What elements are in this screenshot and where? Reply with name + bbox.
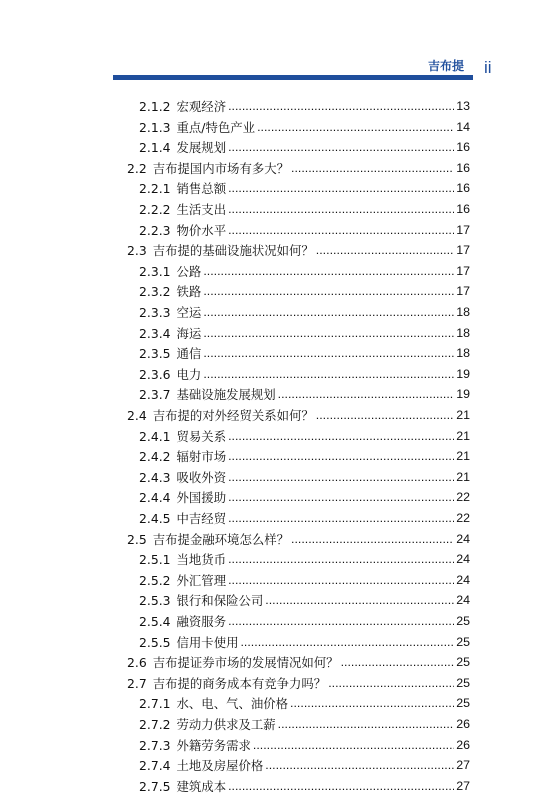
toc-entry[interactable] <box>127 403 470 423</box>
toc-entry[interactable] <box>139 115 470 135</box>
dot-leader <box>228 429 454 444</box>
toc-entry[interactable] <box>127 156 470 176</box>
toc-entry-title: 外国援助 <box>176 490 227 506</box>
dot-leader <box>278 717 455 732</box>
dot-leader <box>228 223 454 238</box>
toc-entry-page: 19 <box>456 366 470 381</box>
toc-entry-title: 吸收外资 <box>176 469 227 485</box>
dot-leader <box>341 655 455 670</box>
toc-entry-title: 通信 <box>176 346 202 362</box>
dot-leader <box>228 573 454 588</box>
toc-entry-page: 16 <box>456 181 470 196</box>
dot-leader <box>228 99 454 114</box>
toc-entry-title: 土地及房屋价格 <box>176 758 264 774</box>
toc-entry-page: 27 <box>456 778 470 793</box>
toc-entry-number: 2.1.4 <box>139 140 171 156</box>
toc-entry[interactable] <box>139 485 470 505</box>
toc-entry-page: 22 <box>456 511 470 525</box>
toc-entry-page: 24 <box>456 531 470 546</box>
toc-entry-page: 18 <box>456 305 470 319</box>
toc-entry-page: 25 <box>456 634 470 649</box>
dot-leader <box>328 676 454 691</box>
toc-entry-number: 2.7.1 <box>139 696 171 712</box>
toc-entry[interactable] <box>127 238 470 258</box>
toc-entry-page: 19 <box>456 387 470 402</box>
toc-entry[interactable] <box>127 527 470 547</box>
toc-entry-page: 17 <box>456 263 470 278</box>
toc-entry-number: 2.5.5 <box>139 634 171 650</box>
toc-entry-title: 电力 <box>176 366 202 382</box>
toc-entry[interactable] <box>139 94 470 114</box>
toc-entry-page: 25 <box>456 655 470 670</box>
toc-entry-number: 2.4.5 <box>139 511 171 526</box>
toc-entry-page: 16 <box>456 160 470 175</box>
toc-entry-page: 21 <box>456 449 470 464</box>
toc-entry[interactable] <box>139 733 470 753</box>
toc-entry-title: 吉布提的对外经贸关系如何？ <box>152 408 314 423</box>
toc-entry[interactable] <box>139 691 470 711</box>
toc-entry[interactable] <box>139 135 470 155</box>
toc-entry-page: 21 <box>456 408 470 422</box>
toc-entry-page: 17 <box>456 243 470 258</box>
toc-entry-page: 26 <box>456 737 470 752</box>
toc-entry-number: 2.5.4 <box>139 614 171 629</box>
toc-entry-number: 2.3 <box>127 243 147 259</box>
dot-leader <box>290 696 454 711</box>
toc-entry-number: 2.3.1 <box>139 263 171 279</box>
toc-entry-title: 海运 <box>176 325 202 341</box>
toc-entry-number: 2.5.2 <box>139 572 171 588</box>
toc-entry-number: 2.4 <box>127 408 147 423</box>
toc-entry-number: 2.7.5 <box>139 778 171 794</box>
dot-leader <box>228 470 454 485</box>
toc-entry-page: 25 <box>456 675 470 690</box>
dot-leader <box>228 614 454 629</box>
toc-entry-page: 27 <box>456 758 470 773</box>
toc-entry-title: 基础设施发展规划 <box>176 387 276 403</box>
toc-entry-number: 2.3.7 <box>139 387 171 403</box>
dot-leader <box>257 120 454 135</box>
toc-entry-number: 2.4.3 <box>139 469 171 485</box>
toc-entry-number: 2.1.2 <box>139 99 171 114</box>
toc-entry[interactable] <box>139 321 470 341</box>
dot-leader <box>228 140 454 155</box>
toc-entry-title: 贸易关系 <box>176 428 227 444</box>
dot-leader <box>203 264 454 279</box>
toc-entry-number: 2.7.4 <box>139 758 171 774</box>
toc-entry-page: 24 <box>456 552 470 567</box>
toc-entry[interactable] <box>139 279 470 299</box>
toc-entry-number: 2.6 <box>127 655 147 671</box>
toc-entry-number: 2.4.2 <box>139 449 171 465</box>
toc-entry-number: 2.7 <box>127 675 147 691</box>
dot-leader <box>203 284 454 299</box>
toc-entry[interactable] <box>139 218 470 238</box>
toc-entry-number: 2.4.4 <box>139 490 171 506</box>
toc-entry-title: 物价水平 <box>176 222 227 238</box>
toc-entry-title: 发展规划 <box>176 140 227 156</box>
toc-entry[interactable] <box>139 506 470 526</box>
dot-leader <box>228 202 454 217</box>
toc-entry[interactable] <box>127 671 470 691</box>
toc-entry[interactable] <box>139 424 470 444</box>
toc-entry-title: 吉布提金融环境怎么样？ <box>152 531 290 547</box>
toc-entry-title: 辐射市场 <box>176 449 227 465</box>
toc-entry[interactable] <box>139 588 470 608</box>
toc-entry-title: 外汇管理 <box>176 572 227 588</box>
toc-entry-number: 2.7.3 <box>139 737 171 753</box>
toc-entry-page: 14 <box>456 119 470 134</box>
dot-leader <box>203 367 454 382</box>
toc-entry[interactable] <box>139 712 470 732</box>
dot-leader <box>203 326 454 341</box>
toc-entry-title: 信用卡使用 <box>176 634 239 650</box>
toc-entry-number: 2.2.1 <box>139 181 171 197</box>
toc-entry-title: 吉布提的基础设施状况如何？ <box>152 243 314 259</box>
dot-leader <box>228 490 454 505</box>
toc-entry[interactable] <box>127 650 470 670</box>
toc-entry-page: 21 <box>456 469 470 484</box>
toc-entry-page: 24 <box>456 593 470 608</box>
toc-entry-page: 21 <box>456 428 470 443</box>
toc-entry-title: 公路 <box>176 263 202 279</box>
toc-entry-page: 22 <box>456 490 470 505</box>
dot-leader <box>228 511 454 526</box>
dot-leader <box>253 738 454 753</box>
toc-entry-page: 17 <box>456 284 470 299</box>
header-title: 吉布提 <box>427 59 464 73</box>
dot-leader <box>228 552 454 567</box>
toc-entry-number: 2.3.3 <box>139 305 171 320</box>
toc-entry[interactable] <box>139 259 470 279</box>
toc-entry-title: 建筑成本 <box>176 778 227 794</box>
toc-entry[interactable] <box>139 465 470 485</box>
dot-leader <box>240 635 454 650</box>
toc-entry-number: 2.3.2 <box>139 284 171 300</box>
toc-entry[interactable] <box>139 568 470 588</box>
toc-entry[interactable] <box>139 197 470 217</box>
dot-leader <box>203 346 454 361</box>
dot-leader <box>228 779 454 794</box>
toc-entry[interactable] <box>139 609 470 629</box>
toc-entry-number: 2.2.3 <box>139 222 171 238</box>
toc-entry-page: 24 <box>456 572 470 587</box>
toc-entry-page: 13 <box>456 99 470 113</box>
header-rule <box>113 75 473 80</box>
toc-entry-title: 铁路 <box>176 284 202 300</box>
toc-entry-number: 2.1.3 <box>139 119 171 135</box>
toc-entry-page: 16 <box>456 140 470 155</box>
dot-leader <box>316 243 454 258</box>
toc-entry-title: 空运 <box>176 305 202 320</box>
toc-entry-page: 25 <box>456 696 470 711</box>
toc-entry-number: 2.3.6 <box>139 366 171 382</box>
toc-entry[interactable] <box>139 630 470 650</box>
dot-leader <box>316 408 454 423</box>
toc-entry-number: 2.5 <box>127 531 147 547</box>
toc-entry[interactable] <box>139 753 470 773</box>
toc-entry-title: 中吉经贸 <box>176 511 227 526</box>
dot-leader <box>291 161 454 176</box>
toc-entry[interactable] <box>139 382 470 402</box>
toc-entry-number: 2.3.4 <box>139 325 171 341</box>
toc-entry-title: 重点/特色产业 <box>176 119 256 135</box>
toc-entry-title: 吉布提证券市场的发展情况如何？ <box>152 655 339 671</box>
toc-entry-title: 吉布提的商务成本有竞争力吗？ <box>152 675 327 691</box>
dot-leader <box>265 758 454 773</box>
dot-leader <box>228 449 454 464</box>
page-number: ii <box>484 58 492 77</box>
toc-entry[interactable] <box>139 176 470 196</box>
toc-entry-number: 2.5.3 <box>139 593 171 609</box>
toc-entry-page: 26 <box>456 717 470 731</box>
toc-entry-page: 18 <box>456 346 470 361</box>
toc-entry[interactable] <box>139 444 470 464</box>
toc-entry-title: 当地货币 <box>176 552 227 568</box>
dot-leader <box>291 532 454 547</box>
toc-entry[interactable] <box>139 341 470 361</box>
toc-entry-page: 25 <box>456 614 470 628</box>
toc-entry-title: 宏观经济 <box>176 99 227 114</box>
toc-entry-title: 外籍劳务需求 <box>176 737 251 753</box>
toc-entry-title: 劳动力供求及工薪 <box>176 717 276 732</box>
toc-entry-number: 2.2 <box>127 160 147 176</box>
toc-entry-number: 2.3.5 <box>139 346 171 362</box>
toc-entry-title: 销售总额 <box>176 181 227 197</box>
toc-entry-page: 17 <box>456 222 470 237</box>
dot-leader <box>278 387 455 402</box>
dot-leader <box>228 181 454 196</box>
toc-entry-number: 2.2.2 <box>139 202 171 217</box>
toc-entry[interactable] <box>139 774 470 794</box>
toc-entry-title: 银行和保险公司 <box>176 593 264 609</box>
dot-leader <box>265 593 454 608</box>
dot-leader <box>203 305 454 320</box>
toc-entry[interactable] <box>139 362 470 382</box>
toc-entry-title: 水、电、气、油价格 <box>176 696 289 712</box>
toc-entry-number: 2.5.1 <box>139 552 171 568</box>
toc-entry-number: 2.7.2 <box>139 717 171 732</box>
toc-entry-title: 融资服务 <box>176 614 227 629</box>
toc-entry[interactable] <box>139 547 470 567</box>
toc-entry[interactable] <box>139 300 470 320</box>
toc-entry-number: 2.4.1 <box>139 428 171 444</box>
toc-entry-page: 18 <box>456 325 470 340</box>
toc-entry-title: 生活支出 <box>176 202 227 217</box>
toc-entry-page: 16 <box>456 202 470 216</box>
toc-entry-title: 吉布提国内市场有多大？ <box>152 160 290 176</box>
